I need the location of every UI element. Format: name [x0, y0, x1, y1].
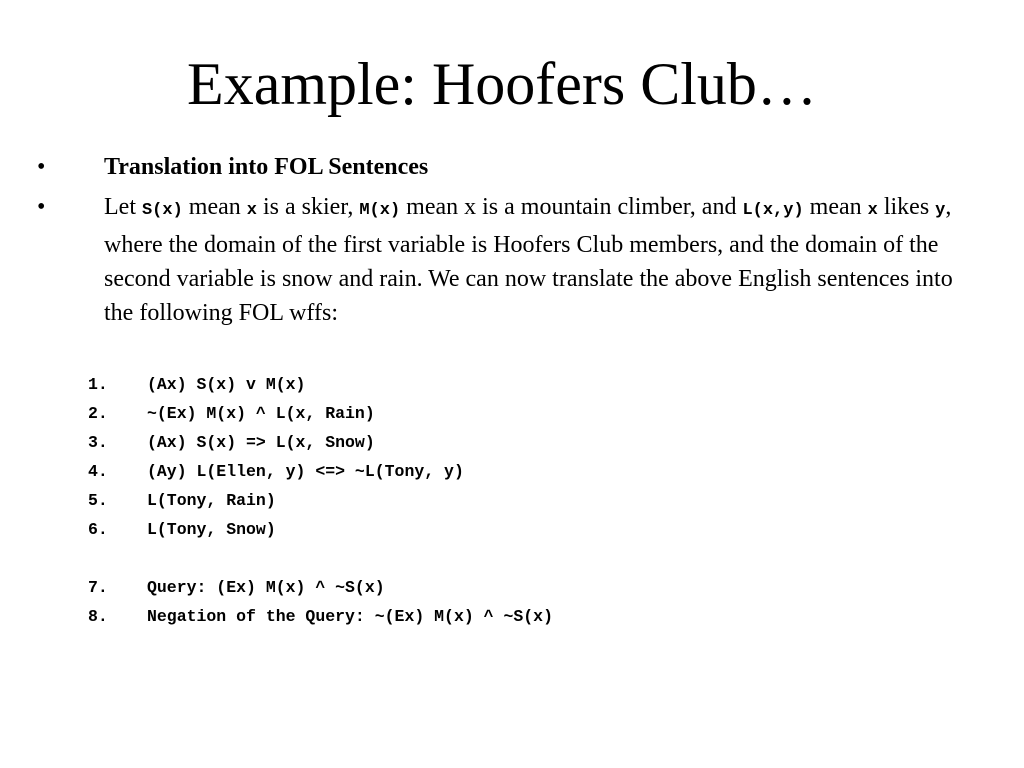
bullet-list — [0, 150, 1024, 336]
fol-sentence-list — [88, 373, 553, 634]
fol-item-number: 1. — [88, 375, 108, 394]
slide-title: Example: Hoofers Club… — [187, 51, 817, 117]
paragraph-text: mean — [182, 194, 247, 220]
fol-item-text: (Ax) S(x) => L(x, Snow) — [147, 433, 375, 452]
fol-item-number: 2. — [88, 404, 108, 423]
fol-item-text: (Ax) S(x) v M(x) — [147, 375, 306, 394]
paragraph-text: mean x is a mountain climber, and — [400, 194, 743, 220]
code-term-y: y — [935, 201, 946, 220]
fol-item — [88, 518, 553, 547]
fol-item-text: Query: (Ex) M(x) ^ ~S(x) — [147, 578, 385, 597]
code-term-m: M(x) — [359, 201, 401, 220]
fol-item — [88, 460, 553, 489]
bullet-paragraph-item — [0, 190, 1024, 330]
bullet-dot: • — [37, 194, 46, 220]
code-term-l: L(x,y) — [742, 201, 804, 220]
fol-negated-query-item — [88, 605, 553, 634]
fol-item-number: 3. — [88, 433, 108, 452]
fol-item-text: ~(Ex) M(x) ^ L(x, Rain) — [147, 404, 375, 423]
paragraph-text: mean — [803, 194, 868, 220]
bullet-dot: • — [37, 154, 46, 180]
paragraph-text: is a skier, — [256, 194, 360, 220]
code-term-x: x — [246, 201, 257, 220]
fol-query-item — [88, 576, 553, 605]
section-heading: Translation into FOL Sentences — [104, 154, 429, 180]
fol-item-text: L(Tony, Snow) — [147, 520, 276, 539]
paragraph-text: , where the domain of the first variable is Hoofers Club members, and the domain of the second variable is snow and rain. We can now translate the above English sentences into the following FOL wffs: — [104, 194, 953, 326]
fol-item-number: 4. — [88, 462, 108, 481]
fol-item — [88, 489, 553, 518]
fol-item-text: L(Tony, Rain) — [147, 491, 276, 510]
fol-item-number: 6. — [88, 520, 108, 539]
fol-item-number: 8. — [88, 607, 108, 626]
fol-item — [88, 373, 553, 402]
fol-item-number: 7. — [88, 578, 108, 597]
paragraph-text: likes — [877, 194, 936, 220]
fol-item-text: Negation of the Query: ~(Ex) M(x) ^ ~S(x) — [147, 607, 553, 626]
fol-item-number: 5. — [88, 491, 108, 510]
fol-item — [88, 431, 553, 460]
paragraph-text: Let — [104, 194, 142, 220]
fol-item-text: (Ay) L(Ellen, y) <=> ~L(Tony, y) — [147, 462, 464, 481]
code-term-x: x — [867, 201, 878, 220]
bullet-heading-item — [0, 150, 1024, 184]
fol-item — [88, 402, 553, 431]
code-term-s: S(x) — [141, 201, 183, 220]
